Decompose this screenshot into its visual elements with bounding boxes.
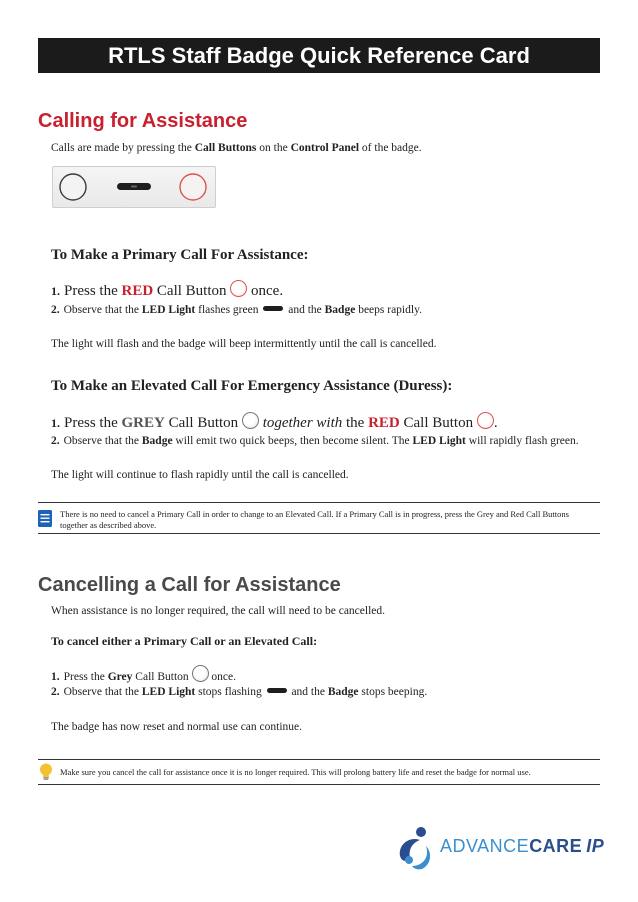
page-title-bar <box>38 38 600 73</box>
intro-text: of the badge. <box>359 142 422 154</box>
step-text: Call Button <box>153 283 231 299</box>
bold-badge: Badge <box>327 686 359 698</box>
badge-control-panel-graphic <box>53 167 215 207</box>
elevated-step-1 <box>51 412 498 432</box>
step-number: 1. <box>51 671 60 683</box>
logo-word-advance: ADVANCE <box>440 836 530 856</box>
cancel-subheading: To cancel either a Primary Call or an Elevated Call: <box>51 634 318 648</box>
grey-label: GREY <box>121 415 165 431</box>
section-heading-cancelling: Cancelling a Call for Assistance <box>38 574 341 596</box>
step-text: beeps rapidly. <box>355 304 422 316</box>
step-text: stops flashing <box>195 686 265 698</box>
grey-call-button-icon <box>60 174 86 200</box>
elevated-call-heading: To Make an Elevated Call For Emergency Assistance (Duress): <box>51 378 453 394</box>
page-title: RTLS Staff Badge Quick Reference Card <box>108 42 530 68</box>
grey-call-button-icon <box>192 665 209 682</box>
reset-note: The badge has now reset and normal use can continue. <box>51 721 302 733</box>
step-number: 2. <box>51 435 60 447</box>
step-text: will emit two quick beeps, then become silent. The <box>172 435 413 447</box>
logo-wordmark <box>440 836 604 857</box>
logo-word-ip: IP <box>586 836 605 856</box>
step-text: the <box>342 415 369 431</box>
section-heading-calling: Calling for Assistance <box>38 110 248 132</box>
grey-call-button-icon <box>242 412 259 429</box>
bold-grey: Grey <box>107 671 133 683</box>
step-text: stops beeping. <box>358 686 428 698</box>
info-note-text: There is no need to cancel a Primary Call in order to change to an Elevated Call. If a Primary Call is in progress, press the Grey and Red Call Buttons together as described above. <box>60 509 569 530</box>
info-note-icon <box>38 510 52 529</box>
step-text: once. <box>247 283 284 299</box>
info-note-box <box>38 502 600 534</box>
bold-led-light: LED Light <box>141 304 196 316</box>
step-text: once. <box>208 671 236 683</box>
badge-control-panel-image <box>52 166 216 208</box>
step-text: will rapidly flash green. <box>465 435 579 447</box>
elevated-step-2 <box>51 435 579 447</box>
red-call-button-icon <box>230 280 247 297</box>
logo-word-care: CARE <box>529 836 583 856</box>
primary-step-2 <box>51 304 422 316</box>
step-text: Observe that the <box>63 686 142 698</box>
primary-note: The light will flash and the badge will beep intermittently until the call is cancelled. <box>51 338 437 350</box>
step-text: . <box>493 415 498 431</box>
step-number: 2. <box>51 304 60 316</box>
bold-led-light: LED Light <box>412 435 466 447</box>
bold-led-light: LED Light <box>141 686 196 698</box>
italic-together-with: together with <box>262 415 343 431</box>
intro-text: on the <box>256 142 291 154</box>
cancel-step-2 <box>51 686 427 698</box>
tip-note-box <box>38 759 600 785</box>
step-number: 1. <box>51 284 60 298</box>
elevated-note: The light will continue to flash rapidly until the call is cancelled. <box>51 469 349 481</box>
led-light-center <box>131 186 137 188</box>
step-text: and the <box>285 304 325 316</box>
primary-step-1 <box>51 280 283 300</box>
primary-call-heading: To Make a Primary Call For Assistance: <box>51 247 309 263</box>
bold-badge: Badge <box>141 435 173 447</box>
intro-bold-control-panel: Control Panel <box>290 142 360 154</box>
step-number: 1. <box>51 416 60 430</box>
step-text: Call Button <box>132 671 192 683</box>
cancel-step-1 <box>51 665 236 683</box>
red-call-button-icon <box>180 174 206 200</box>
step-text: Call Button <box>399 415 477 431</box>
step-text: Press the <box>63 671 108 683</box>
red-label: RED <box>121 283 154 299</box>
step-text: and the <box>288 686 328 698</box>
step-text: flashes green <box>195 304 262 316</box>
step-text: Observe that the <box>63 435 142 447</box>
step-text: Press the <box>64 415 122 431</box>
led-light-icon <box>267 688 287 693</box>
step-text: Press the <box>64 283 122 299</box>
tip-note-text: Make sure you cancel the call for assistance once it is no longer required. This will prolong battery life and reset the badge for normal use. <box>60 767 531 777</box>
red-label: RED <box>368 415 400 431</box>
step-text: Call Button <box>164 415 242 431</box>
lightbulb-icon <box>39 763 53 783</box>
led-light-icon <box>263 306 283 311</box>
intro-bold-call-buttons: Call Buttons <box>194 142 257 154</box>
red-call-button-icon <box>477 412 494 429</box>
section-intro <box>51 142 422 154</box>
bold-badge: Badge <box>324 304 356 316</box>
cancel-intro: When assistance is no longer required, the call will need to be cancelled. <box>51 605 386 617</box>
step-text: Observe that the <box>63 304 142 316</box>
logo-figure-icon <box>392 826 436 870</box>
advance-care-ip-logo <box>392 826 605 870</box>
step-number: 2. <box>51 686 60 698</box>
intro-text: Calls are made by pressing the <box>51 142 195 154</box>
